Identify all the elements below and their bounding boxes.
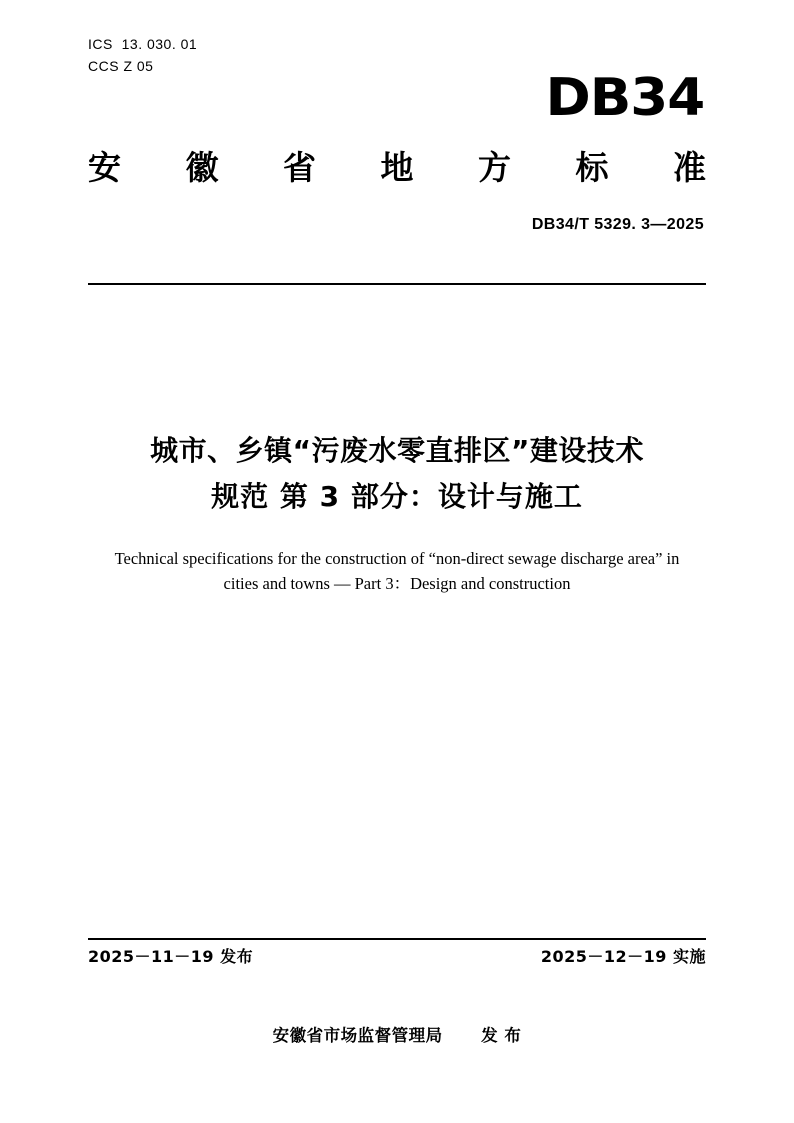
province-title-char-1: 徽 bbox=[185, 148, 219, 187]
document-title-line1: 城市、乡镇“污废水零直排区”建设技术 bbox=[150, 434, 644, 467]
document-title-english bbox=[95, 546, 699, 596]
standard-number: DB34/T 5329. 3—2025 bbox=[531, 216, 704, 233]
province-title-char-0: 安 bbox=[88, 148, 121, 187]
document-title-english-line1: Technical specifications for the construction of “non-direct sewage discharge area” in bbox=[114, 549, 680, 568]
classification-codes bbox=[88, 33, 197, 77]
publisher-name: 安徽省市场监督管理局 bbox=[272, 1026, 443, 1045]
db34-logo: DB34 bbox=[545, 68, 704, 128]
effective-date: 2025－12－19 实施 bbox=[540, 947, 706, 966]
ics-code: ICS 13. 030. 01 bbox=[88, 36, 198, 52]
province-title-char-4: 方 bbox=[478, 148, 511, 187]
province-standard-title bbox=[88, 148, 706, 188]
province-title-char-6: 准 bbox=[673, 148, 706, 187]
header-divider bbox=[88, 283, 706, 285]
province-title-char-3: 地 bbox=[380, 148, 414, 187]
publisher bbox=[88, 1022, 706, 1046]
publisher-action: 发 布 bbox=[481, 1026, 522, 1045]
province-title-char-2: 省 bbox=[283, 148, 316, 187]
ccs-code: CCS Z 05 bbox=[88, 58, 154, 74]
document-title-english-line2: cities and towns — Part 3：Design and construction bbox=[223, 574, 571, 593]
date-row bbox=[88, 944, 706, 967]
document-title bbox=[88, 428, 706, 520]
document-title-line2: 规范 第 3 部分：设计与施工 bbox=[211, 480, 583, 513]
province-title-char-5: 标 bbox=[575, 148, 609, 187]
issue-date: 2025－11－19 发布 bbox=[88, 947, 254, 966]
footer-divider bbox=[88, 938, 706, 940]
